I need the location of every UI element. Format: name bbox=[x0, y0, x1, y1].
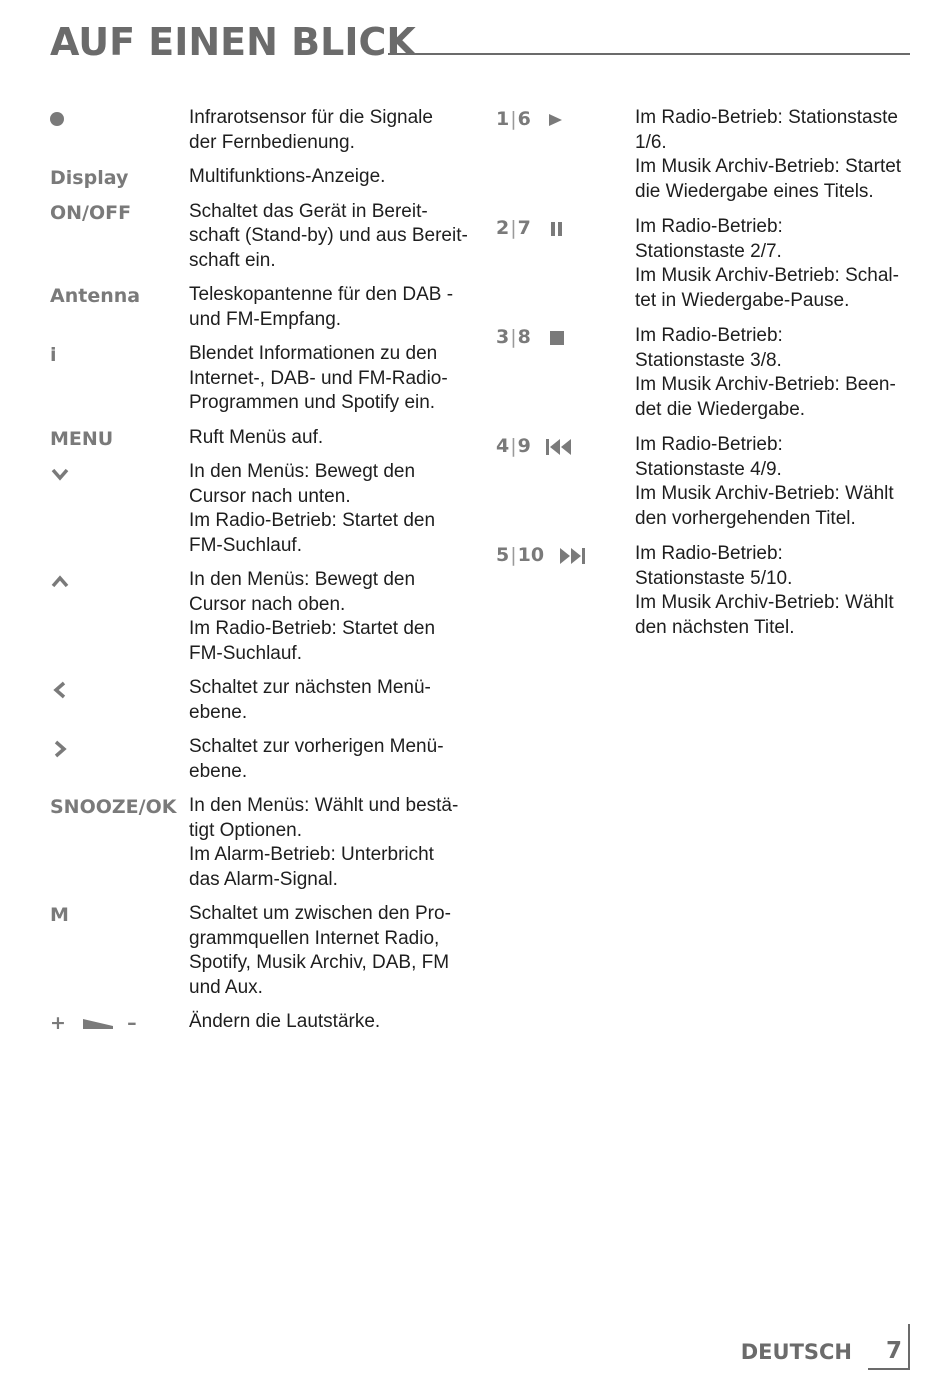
entry-description: In den Menüs: Bewegt den Cursor nach oben. Im Radio-Betrieb: Startet den FM-Suchlauf. bbox=[189, 569, 436, 664]
entry-description: Multifunktions-Anzeige. bbox=[189, 166, 386, 187]
entry-description: In den Menüs: Bewegt den Cursor nach unten. Im Radio-Betrieb: Startet den FM-Suchlauf. bbox=[189, 461, 436, 556]
entry-display bbox=[50, 165, 470, 190]
volume-minus-symbol: – bbox=[127, 1012, 137, 1034]
entry-down bbox=[50, 460, 470, 558]
entry-description: Im Radio-Betrieb: Stationstaste 3/8. Im Musik Archiv-Betrieb: Been- det die Wiedergabe. bbox=[635, 325, 896, 420]
entry-key-4-9: 4|9 Im Radio-Betrieb: Stationstaste 4/9. Im Musik Archiv-Betrieb: Wählt den vorhergehenden Titel. bbox=[496, 433, 906, 531]
footer-horizontal-rule bbox=[868, 1368, 910, 1370]
pause-icon bbox=[548, 220, 566, 238]
page-footer bbox=[610, 1332, 910, 1376]
left-column bbox=[50, 106, 470, 1045]
entry-key: ON/OFF bbox=[50, 201, 132, 224]
entry-left-arrow bbox=[50, 676, 470, 725]
entry-description: Infrarotsensor für die Signale der Fernbedienung. bbox=[189, 107, 433, 153]
entry-description: Schaltet das Gerät in Bereit- schaft (Stand-by) und aus Bereit- schaft ein. bbox=[189, 200, 468, 271]
entry-antenna bbox=[50, 283, 470, 332]
entry-description: Schaltet um zwischen den Pro- grammquellen Internet Radio, Spotify, Musik Archiv, DAB, FM und Aux. bbox=[189, 903, 451, 998]
chevron-right-icon bbox=[50, 739, 70, 759]
chevron-down-icon bbox=[50, 464, 70, 484]
entry-key: i bbox=[50, 344, 57, 366]
entry-description: In den Menüs: Wählt und bestä- tigt Optionen. Im Alarm-Betrieb: Unterbricht das Alarm-Signal. bbox=[189, 795, 459, 890]
right-column bbox=[496, 106, 906, 651]
title-rule bbox=[388, 53, 910, 55]
footer-language: DEUTSCH bbox=[740, 1340, 852, 1364]
chevron-left-icon bbox=[50, 680, 70, 700]
entry-key: Antenna bbox=[50, 285, 141, 307]
entry-description: Blendet Informationen zu den Internet-, DAB- und FM-Radio- Programmen und Spotify ein. bbox=[189, 343, 448, 413]
entry-description: Im Radio-Betrieb: Stationstaste 4/9. Im Musik Archiv-Betrieb: Wählt den vorhergehenden Titel. bbox=[635, 434, 894, 529]
entry-description: Schaltet zur nächsten Menü- ebene. bbox=[189, 677, 431, 723]
entry-snooze-ok bbox=[50, 794, 470, 892]
entry-right-arrow bbox=[50, 735, 470, 784]
entry-description: Ändern die Lautstärke. bbox=[189, 1011, 381, 1032]
entry-description: Teleskopantenne für den DAB - und FM-Empfang. bbox=[189, 284, 454, 330]
entry-key: Display bbox=[50, 167, 129, 189]
page-number: 7 bbox=[885, 1338, 902, 1364]
volume-plus-symbol: + bbox=[50, 1012, 66, 1034]
entry-key-5-10: 5|10 Im Radio-Betrieb: Stationstaste 5/10. Im Musik Archiv-Betrieb: Wählt den nächsten Titel. bbox=[496, 542, 906, 640]
entry-key: MENU bbox=[50, 427, 114, 450]
play-icon bbox=[546, 111, 564, 129]
stop-icon bbox=[548, 329, 566, 347]
entry-on-off bbox=[50, 200, 470, 274]
entry-m bbox=[50, 902, 470, 1000]
entry-description: Ruft Menüs auf. bbox=[189, 426, 324, 448]
ir-sensor-dot-icon bbox=[50, 112, 64, 126]
skip-back-icon bbox=[544, 437, 574, 457]
skip-forward-icon bbox=[557, 546, 587, 566]
entry-up bbox=[50, 568, 470, 666]
entry-key-1-6: 1|6 Im Radio-Betrieb: Stationstaste 1/6. Im Musik Archiv-Betrieb: Startet die Wiedergabe eines Titels. bbox=[496, 106, 906, 204]
entry-ir-sensor bbox=[50, 106, 470, 155]
entry-key: SNOOZE/OK bbox=[50, 796, 177, 818]
entry-info bbox=[50, 342, 470, 416]
page-header bbox=[50, 18, 910, 68]
entry-description: Im Radio-Betrieb: Stationstaste 5/10. Im Musik Archiv-Betrieb: Wählt den nächsten Titel. bbox=[635, 543, 894, 638]
footer-vertical-rule bbox=[908, 1324, 910, 1368]
page-title: AUF EINEN BLICK bbox=[50, 20, 416, 64]
volume-wedge-icon bbox=[81, 1017, 115, 1031]
entry-key: M bbox=[50, 904, 69, 926]
entry-description: Im Radio-Betrieb: Stationstaste 1/6. Im Musik Archiv-Betrieb: Startet die Wiedergabe eines Titels. bbox=[635, 107, 902, 202]
entry-key-3-8: 3|8 Im Radio-Betrieb: Stationstaste 3/8. Im Musik Archiv-Betrieb: Been- det die Wiedergabe. bbox=[496, 324, 906, 422]
entry-key-2-7: 2|7 Im Radio-Betrieb: Stationstaste 2/7. Im Musik Archiv-Betrieb: Schal- tet in Wiedergabe-Pause. bbox=[496, 215, 906, 313]
entry-volume bbox=[50, 1010, 470, 1035]
entry-description: Schaltet zur vorherigen Menü- ebene. bbox=[189, 736, 444, 782]
entry-description: Im Radio-Betrieb: Stationstaste 2/7. Im Musik Archiv-Betrieb: Schal- tet in Wiedergabe-Pause. bbox=[635, 216, 899, 311]
entry-menu bbox=[50, 426, 470, 451]
chevron-up-icon bbox=[50, 572, 70, 592]
